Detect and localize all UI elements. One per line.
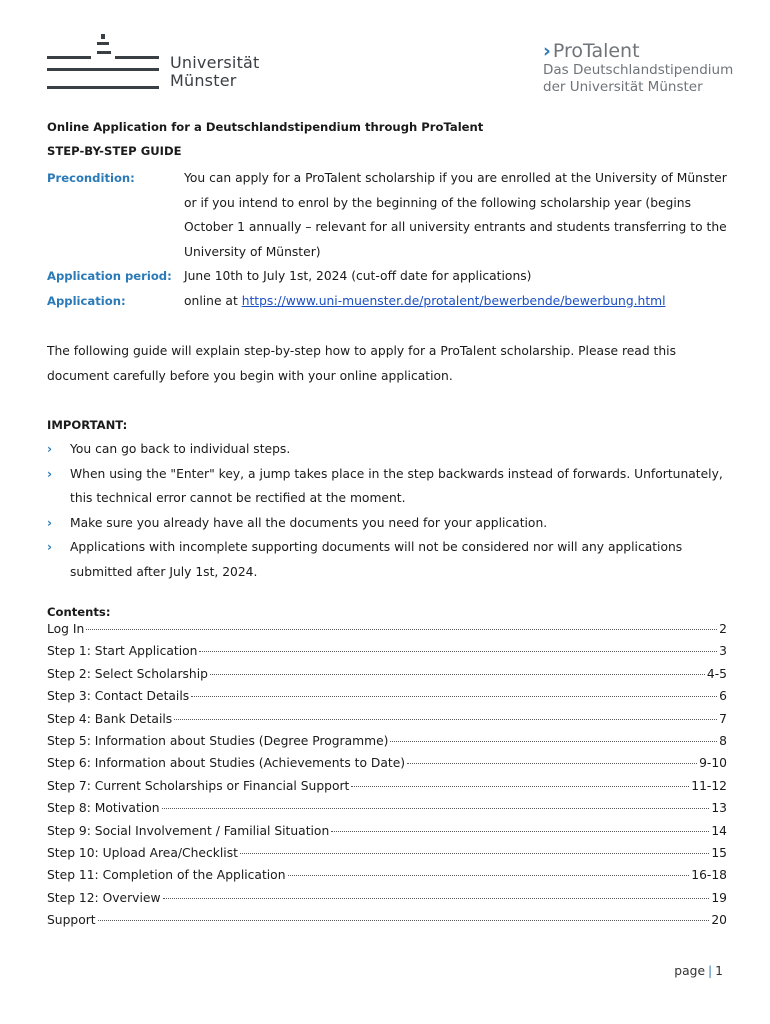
application-period-row <box>47 264 727 289</box>
toc-entry[interactable]: Step 11: Completion of the Application 16-18 <box>47 868 727 883</box>
toc-entry[interactable]: Step 8: Motivation 13 <box>47 801 727 816</box>
page-separator: | <box>708 964 713 978</box>
toc-entry[interactable]: Step 4: Bank Details 7 <box>47 711 727 726</box>
protalent-subtitle-line1: Das Deutschlandstipendium <box>543 62 734 78</box>
chevron-right-icon: › <box>543 40 551 62</box>
chevron-right-icon: › <box>47 442 53 456</box>
page-label: page <box>674 964 706 978</box>
protalent-logo <box>543 40 753 96</box>
toc-entry[interactable]: Support 20 <box>47 913 727 928</box>
application-period-label: Application period: <box>47 269 172 283</box>
precondition-label: Precondition: <box>47 171 135 185</box>
table-of-contents <box>47 620 727 933</box>
list-item: › Applications with incomplete supporting documents will not be considered nor will any applications submitted after July 1st, 2024. <box>47 535 727 584</box>
application-link[interactable]: https://www.uni-muenster.de/protalent/bewerbende/bewerbung.html <box>241 293 666 308</box>
intro-paragraph: The following guide will explain step-by-step how to apply for a ProTalent scholarship. Please read this document carefully before you begin with your online application. <box>47 344 676 383</box>
chevron-right-icon: › <box>47 466 53 481</box>
toc-entry[interactable]: Step 1: Start Application 3 <box>47 644 727 659</box>
guide-label: STEP-BY-STEP GUIDE <box>47 144 182 158</box>
chevron-right-icon: › <box>47 515 53 530</box>
application-row <box>47 289 727 314</box>
list-item: › When using the "Enter" key, a jump takes place in the step backwards instead of forwards. Unfortunately, this technical error cannot be rectified at the moment. <box>47 462 727 511</box>
toc-entry[interactable]: Step 10: Upload Area/Checklist 15 <box>47 845 727 860</box>
list-item: › Make sure you already have all the documents you need for your application. <box>47 511 727 536</box>
precondition-text: You can apply for a ProTalent scholarship if you are enrolled at the University of Münster or if you intend to enrol by the beginning of the following scholarship year (begins October 1 annually – relevant for all university entrants and students transferring to the University of Münster) <box>184 171 727 259</box>
list-item: › You can go back to individual steps. <box>47 437 727 462</box>
toc-entry[interactable]: Step 9: Social Involvement / Familial Situation 14 <box>47 823 727 838</box>
university-logo <box>47 34 277 96</box>
toc-entry[interactable]: Step 5: Information about Studies (Degree Programme) 8 <box>47 733 727 748</box>
university-name-line1: Universität <box>170 53 260 72</box>
precondition-row <box>47 166 727 264</box>
document-title: Online Application for a Deutschlandstipendium through ProTalent <box>47 120 484 134</box>
page-footer <box>674 964 723 978</box>
university-emblem-icon <box>47 34 162 96</box>
application-label: Application: <box>47 293 126 308</box>
toc-entry[interactable]: Log In 2 <box>47 622 727 636</box>
page-number: 1 <box>715 964 723 978</box>
important-heading: IMPORTANT: <box>47 418 128 432</box>
protalent-title: ProTalent <box>552 40 640 62</box>
toc-entry[interactable]: Step 6: Information about Studies (Achievements to Date) 9-10 <box>47 756 727 771</box>
toc-entry[interactable]: Step 7: Current Scholarships or Financial Support 11-12 <box>47 778 727 793</box>
protalent-subtitle-line2: der Universität Münster <box>543 79 703 95</box>
application-prefix: online at <box>184 293 242 308</box>
toc-entry[interactable]: Step 12: Overview 19 <box>47 890 727 905</box>
toc-entry[interactable]: Step 3: Contact Details 6 <box>47 689 727 704</box>
university-name-line2: Münster <box>170 71 237 90</box>
application-period-text: June 10th to July 1st, 2024 (cut-off date for applications) <box>184 269 532 283</box>
chevron-right-icon: › <box>47 540 53 554</box>
application-text <box>184 289 727 314</box>
important-list <box>47 437 727 584</box>
document-body <box>47 118 727 933</box>
toc-entry[interactable]: Step 2: Select Scholarship 4-5 <box>47 666 727 681</box>
contents-heading: Contents: <box>47 605 111 619</box>
